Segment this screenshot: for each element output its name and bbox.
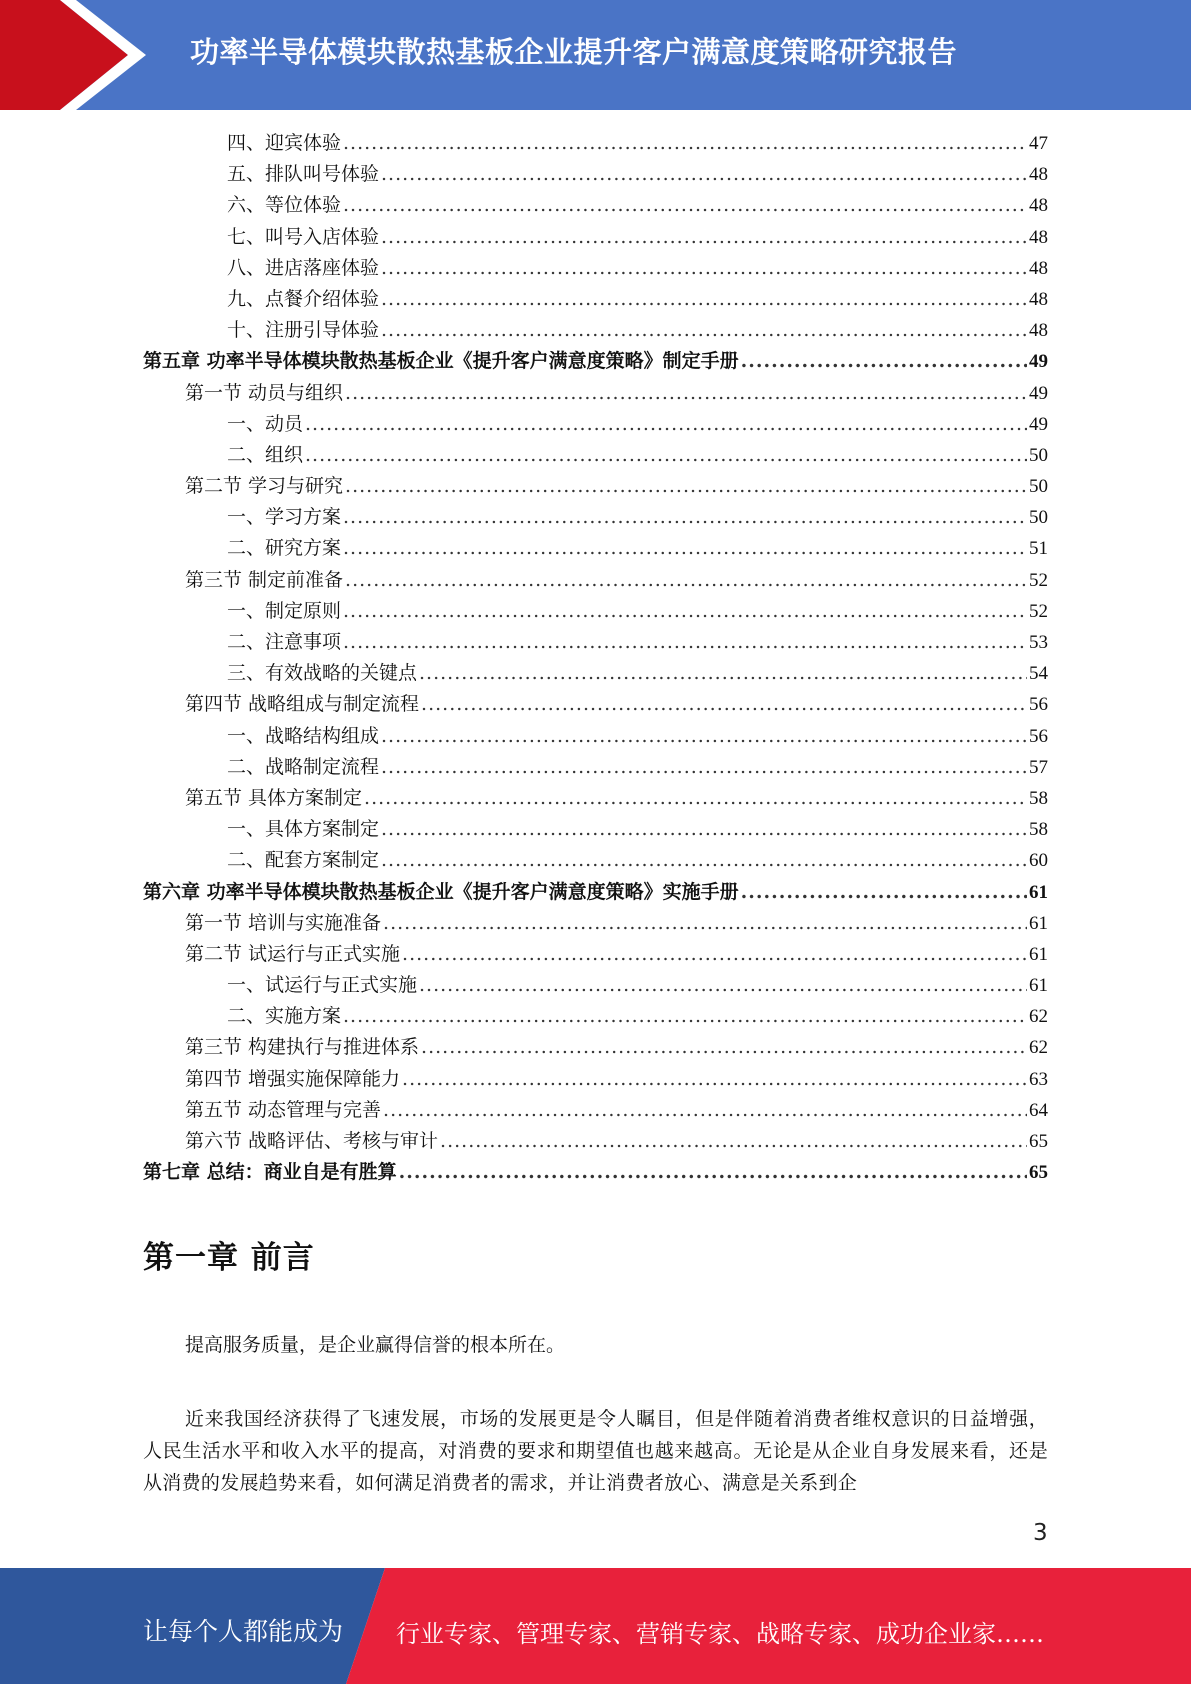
toc-entry-page: 50 [1029,476,1048,498]
toc-entry[interactable] [143,658,1048,689]
toc-dot-leader [383,908,1027,939]
footer-banner [0,1568,1191,1684]
page-number: 3 [1033,1520,1048,1546]
chapter-heading: 第一章 前言 [143,1240,315,1276]
toc-entry-title: 第六章 功率半导体模块散热基板企业《提升客户满意度策略》实施手册 [143,880,739,903]
toc-dot-leader [345,378,1027,409]
toc-entry[interactable] [143,877,1048,908]
toc-entry-title: 第一节 培训与实施准备 [185,911,382,934]
toc-entry[interactable] [143,565,1048,596]
toc-entry-page: 48 [1029,164,1048,186]
toc-entry-page: 64 [1029,1099,1048,1121]
toc-dot-leader [343,627,1027,658]
toc-entry-page: 47 [1029,133,1048,154]
toc-dot-leader [305,409,1027,440]
toc-entry-page: 65 [1029,1162,1048,1184]
toc-entry-title: 第七章 总结：商业自是有胜算 [143,1161,397,1184]
toc-entry-page: 56 [1029,694,1048,716]
toc-entry[interactable] [143,814,1048,845]
toc-dot-leader [741,877,1027,908]
toc-dot-leader [440,1126,1027,1157]
toc-entry-title: 一、战略结构组成 [227,724,380,747]
toc-dot-leader [364,783,1027,814]
toc-entry-page: 62 [1029,1006,1048,1028]
toc-dot-leader [345,471,1027,502]
toc-dot-leader [343,1001,1027,1032]
toc-dot-leader [381,721,1027,752]
toc-dot-leader [381,752,1027,783]
toc-entry-page: 48 [1029,257,1048,279]
toc-entry[interactable] [143,440,1048,471]
toc-entry-page: 52 [1029,600,1048,622]
toc-entry[interactable] [143,1032,1048,1063]
toc-dot-leader [343,190,1027,221]
toc-entry[interactable] [143,190,1048,221]
toc-entry-title: 二、注意事项 [227,631,342,653]
footer-slogan-right: 行业专家、管理专家、营销专家、战略专家、成功企业家…… [396,1620,1044,1648]
toc-entry-page: 61 [1029,912,1048,934]
toc-entry-page: 48 [1029,320,1048,342]
toc-entry[interactable] [143,409,1048,440]
toc-dot-leader [741,346,1027,377]
toc-entry[interactable] [143,502,1048,533]
toc-entry[interactable] [143,253,1048,284]
toc-entry-title: 第五节 具体方案制定 [185,786,363,809]
toc-dot-leader [421,689,1027,720]
toc-entry-title: 三、有效战略的关键点 [227,662,418,685]
toc-entry-title: 第三节 制定前准备 [185,568,344,591]
toc-entry-title: 第四节 战略组成与制定流程 [185,693,420,716]
toc-entry-title: 八、进店落座体验 [227,256,380,279]
toc-entry[interactable] [143,783,1048,814]
toc-entry-page: 54 [1029,663,1048,685]
toc-entry-title: 七、叫号入店体验 [227,225,380,248]
toc-entry-page: 53 [1029,632,1048,653]
toc-entry-title: 第四节 增强实施保障能力 [185,1067,401,1090]
toc-entry[interactable] [143,1095,1048,1126]
toc-entry[interactable] [143,346,1048,377]
toc-entry-title: 二、研究方案 [227,537,342,560]
toc-entry[interactable] [143,159,1048,190]
toc-entry[interactable] [143,721,1048,752]
toc-dot-leader [419,658,1027,689]
toc-entry-page: 61 [1029,881,1048,903]
toc-dot-leader [402,939,1027,970]
toc-entry-title: 一、制定原则 [227,599,342,622]
toc-entry-title: 第三节 构建执行与推进体系 [185,1036,420,1059]
toc-dot-leader [421,1032,1027,1063]
toc-entry-title: 十、注册引导体验 [227,319,380,342]
toc-entry[interactable] [143,378,1048,409]
toc-dot-leader [343,128,1027,159]
toc-entry[interactable] [143,1001,1048,1032]
toc-entry-page: 50 [1029,444,1048,466]
toc-entry-page: 65 [1029,1131,1048,1152]
toc-entry-page: 61 [1029,943,1048,965]
toc-dot-leader [381,222,1027,253]
toc-dot-leader [381,253,1027,284]
toc-entry-page: 60 [1029,850,1048,872]
toc-entry-title: 五、排队叫号体验 [227,163,380,186]
toc-entry[interactable] [143,1064,1048,1095]
body-paragraph-1: 提高服务质量，是企业赢得信誉的根本所在。 [185,1334,566,1356]
toc-dot-leader [381,315,1027,346]
toc-entry-page: 56 [1029,725,1048,747]
toc-dot-leader [399,1157,1027,1188]
toc-entry-title: 二、实施方案 [227,1005,342,1028]
toc-entry-page: 62 [1029,1037,1048,1059]
toc-entry-page: 48 [1029,195,1048,217]
toc-dot-leader [343,502,1027,533]
toc-entry-page: 57 [1029,756,1048,778]
toc-entry[interactable] [143,284,1048,315]
toc-entry[interactable] [143,315,1048,346]
toc-dot-leader [381,284,1027,315]
toc-entry-title: 六、等位体验 [227,194,342,217]
toc-entry[interactable] [143,471,1048,502]
toc-entry[interactable] [143,222,1048,253]
toc-dot-leader [343,533,1027,564]
toc-entry-title: 第五章 功率半导体模块散热基板企业《提升客户满意度策略》制定手册 [143,350,739,373]
toc-dot-leader [383,1095,1027,1126]
toc-dot-leader [419,970,1027,1001]
toc-entry[interactable] [143,845,1048,876]
toc-entry-page: 49 [1029,351,1048,373]
toc-dot-leader [381,159,1027,190]
header-banner [0,0,1191,110]
toc-entry[interactable] [143,1157,1048,1188]
toc-entry[interactable] [143,627,1048,658]
toc-entry[interactable] [143,533,1048,564]
toc-entry-title: 第一节 动员与组织 [185,381,344,404]
toc-entry-page: 50 [1029,507,1048,529]
footer-slogan-left: 让每个人都能成为 [143,1617,344,1646]
toc-entry-page: 52 [1029,569,1048,591]
toc-entry[interactable] [143,939,1048,970]
toc-entry-title: 第六节 战略评估、考核与审计 [185,1130,439,1152]
toc-entry[interactable] [143,908,1048,939]
toc-entry-page: 48 [1029,288,1048,310]
toc-entry[interactable] [143,1126,1048,1157]
toc-dot-leader [343,596,1027,627]
toc-entry-title: 一、学习方案 [227,506,342,529]
toc-entry-title: 第二节 试运行与正式实施 [185,942,401,965]
toc-entry-title: 九、点餐介绍体验 [227,287,380,310]
toc-entry-title: 第二节 学习与研究 [185,475,344,498]
toc-entry-title: 第五节 动态管理与完善 [185,1098,382,1121]
toc-entry-page: 63 [1029,1068,1048,1090]
toc-entry-page: 49 [1029,413,1048,435]
toc-entry-title: 二、战略制定流程 [227,755,380,778]
toc-entry-page: 58 [1029,787,1048,809]
table-of-contents [143,128,1048,1188]
toc-entry-page: 51 [1029,538,1048,560]
toc-entry[interactable] [143,689,1048,720]
toc-entry[interactable] [143,128,1048,159]
toc-entry-title: 一、动员 [227,412,304,435]
document-title: 功率半导体模块散热基板企业提升客户满意度策略研究报告 [190,35,958,69]
toc-entry-title: 二、配套方案制定 [227,849,380,872]
toc-entry-page: 48 [1029,226,1048,248]
toc-entry[interactable] [143,596,1048,627]
toc-entry-page: 58 [1029,819,1048,841]
toc-entry[interactable] [143,970,1048,1001]
toc-entry-title: 四、迎宾体验 [227,132,342,154]
toc-entry-title: 一、试运行与正式实施 [227,974,418,997]
toc-dot-leader [381,845,1027,876]
toc-entry[interactable] [143,752,1048,783]
toc-dot-leader [381,814,1027,845]
toc-dot-leader [402,1064,1027,1095]
toc-entry-page: 61 [1029,975,1048,997]
toc-entry-page: 49 [1029,382,1048,404]
toc-dot-leader [305,440,1027,471]
body-paragraph-2: 近来我国经济获得了飞速发展，市场的发展更是令人瞩目，但是伴随着消费者维权意识的日益增强，人民生活水平和收入水平的提高，对消费的要求和期望值也越来越高。无论是从企业自身发展来看，还是从消费的发展趋势来看，如何满足消费者的需求，并让消费者放心、满意是关系到企 [143,1408,1048,1494]
toc-entry-title: 一、具体方案制定 [227,818,380,841]
toc-entry-title: 二、组织 [227,443,304,466]
toc-dot-leader [345,565,1027,596]
